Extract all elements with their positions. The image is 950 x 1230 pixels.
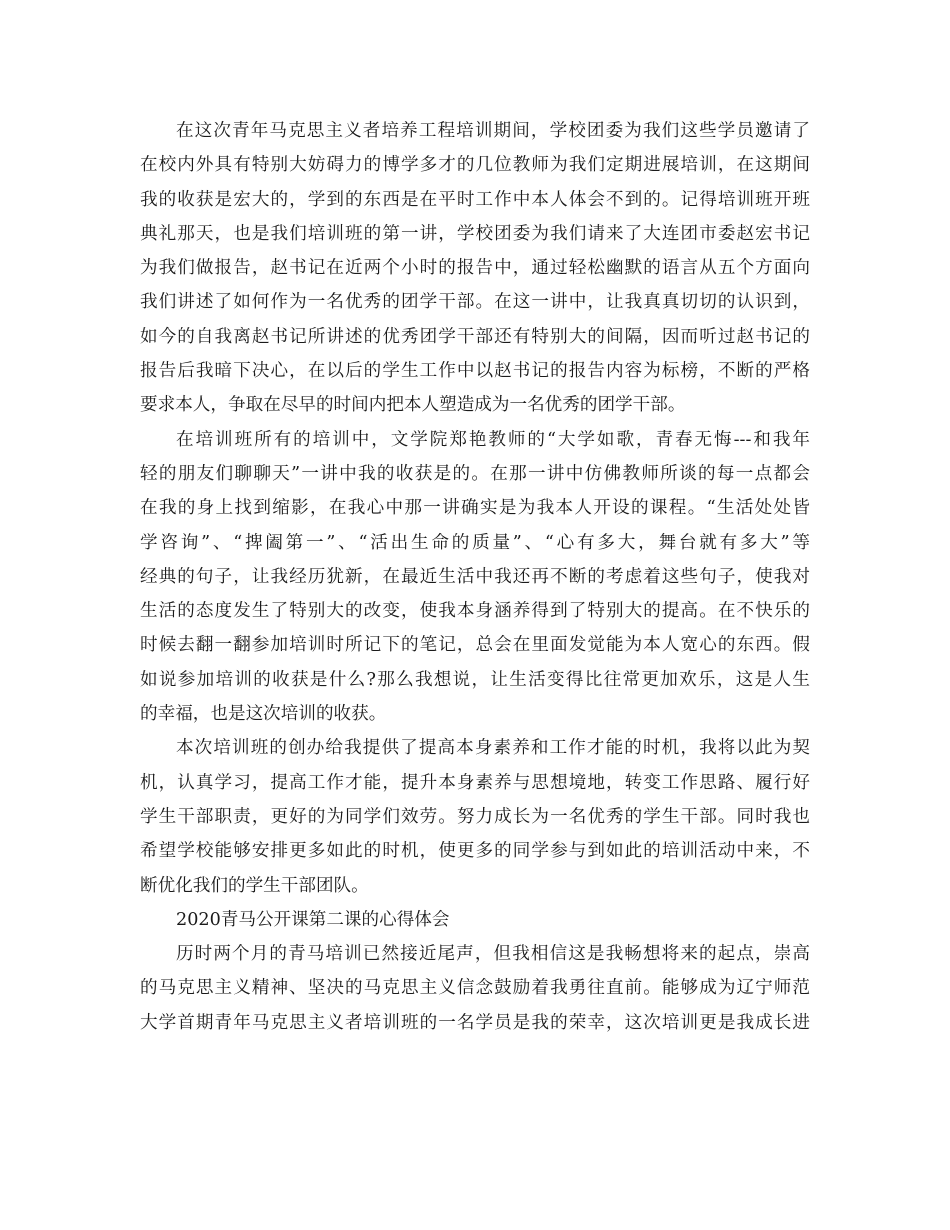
text-line: 如说参加培训的收获是什么?那么我想说，让生活变得比往常更加欢乐，这是人生	[140, 669, 810, 690]
section-heading: 2020青马公开课第二课的心得体会	[176, 909, 450, 930]
paragraph-3	[140, 731, 810, 902]
text-line: 典礼那天，也是我们培训班的第一讲，学校团委为我们请来了大连团市委赵宏书记	[140, 223, 810, 244]
text-line: 的幸福，也是这次培训的收获。	[140, 704, 387, 725]
text-line: 的马克思主义精神、坚决的马克思主义信念鼓励着我勇往直前。能够成为辽宁师范	[140, 978, 810, 999]
text-line: 要求本人，争取在尽早的时间内把本人塑造成为一名优秀的团学干部。	[140, 395, 686, 416]
text-line: 在校内外具有特别大妨碍力的博学多才的几位教师为我们定期进展培训，在这期间	[140, 155, 810, 176]
text-line: 报告后我暗下决心，在以后的学生工作中以赵书记的报告内容为标榜，不断的严格	[140, 361, 810, 382]
text-line: 机，认真学习，提高工作才能，提升本身素养与思想境地，转变工作思路、履行好	[140, 772, 810, 793]
text-line: 我的收获是宏大的，学到的东西是在平时工作中本人体会不到的。记得培训班开班	[140, 189, 810, 210]
text-line: 我们讲述了如何作为一名优秀的团学干部。在这一讲中，让我真真切切的认识到，	[140, 292, 810, 313]
text-line: 希望学校能够安排更多如此的时机，使更多的同学参与到如此的培训活动中来，不	[140, 841, 810, 862]
text-line: 如今的自我离赵书记所讲述的优秀团学干部还有特别大的间隔，因而听过赵书记的	[140, 326, 810, 347]
text-line: 轻的朋友们聊聊天”一讲中我的收获是的。在那一讲中仿佛教师所谈的每一点都会	[140, 463, 810, 484]
text-line: 在这次青年马克思主义者培养工程培训期间，学校团委为我们这些学员邀请了	[176, 121, 810, 141]
text-line: 为我们做报告，赵书记在近两个小时的报告中，通过轻松幽默的语言从五个方面向	[140, 258, 810, 279]
paragraph-4	[140, 937, 810, 1040]
text-line: 历时两个月的青马培训已然接近尾声，但我相信这是我畅想将来的起点，崇高	[176, 944, 810, 965]
text-line: 生活的态度发生了特别大的改变，使我本身涵养得到了特别大的提高。在不快乐的	[140, 601, 810, 622]
text-line: 大学首期青年马克思主义者培训班的一名学员是我的荣幸，这次培训更是我成长进	[140, 1012, 810, 1033]
text-line: 学咨询”、“捭阖第一”、“活出生命的质量”、“心有多大，舞台就有多大”等	[140, 532, 810, 553]
text-line: 时候去翻一翻参加培训时所记下的笔记，总会在里面发觉能为本人宽心的东西。假	[140, 635, 810, 656]
text-line: 经典的句子，让我经历犹新，在最近生活中我还再不断的考虑着这些句子，使我对	[140, 566, 810, 587]
paragraph-1	[140, 114, 810, 423]
text-line: 在我的身上找到缩影，在我心中那一讲确实是为我本人开设的课程。“生活处处皆	[140, 498, 810, 519]
text-line: 本次培训班的创办给我提供了提高本身素养和工作才能的时机，我将以此为契	[176, 738, 810, 759]
paragraph-2	[140, 423, 810, 732]
text-line: 断优化我们的学生干部团队。	[140, 875, 369, 896]
text-line: 在培训班所有的培训中，文学院郑艳教师的“大学如歌，青春无悔---和我年	[176, 429, 810, 450]
document-body	[140, 114, 810, 1040]
text-line: 学生干部职责，更好的为同学们效劳。努力成长为一名优秀的学生干部。同时我也	[140, 806, 810, 827]
